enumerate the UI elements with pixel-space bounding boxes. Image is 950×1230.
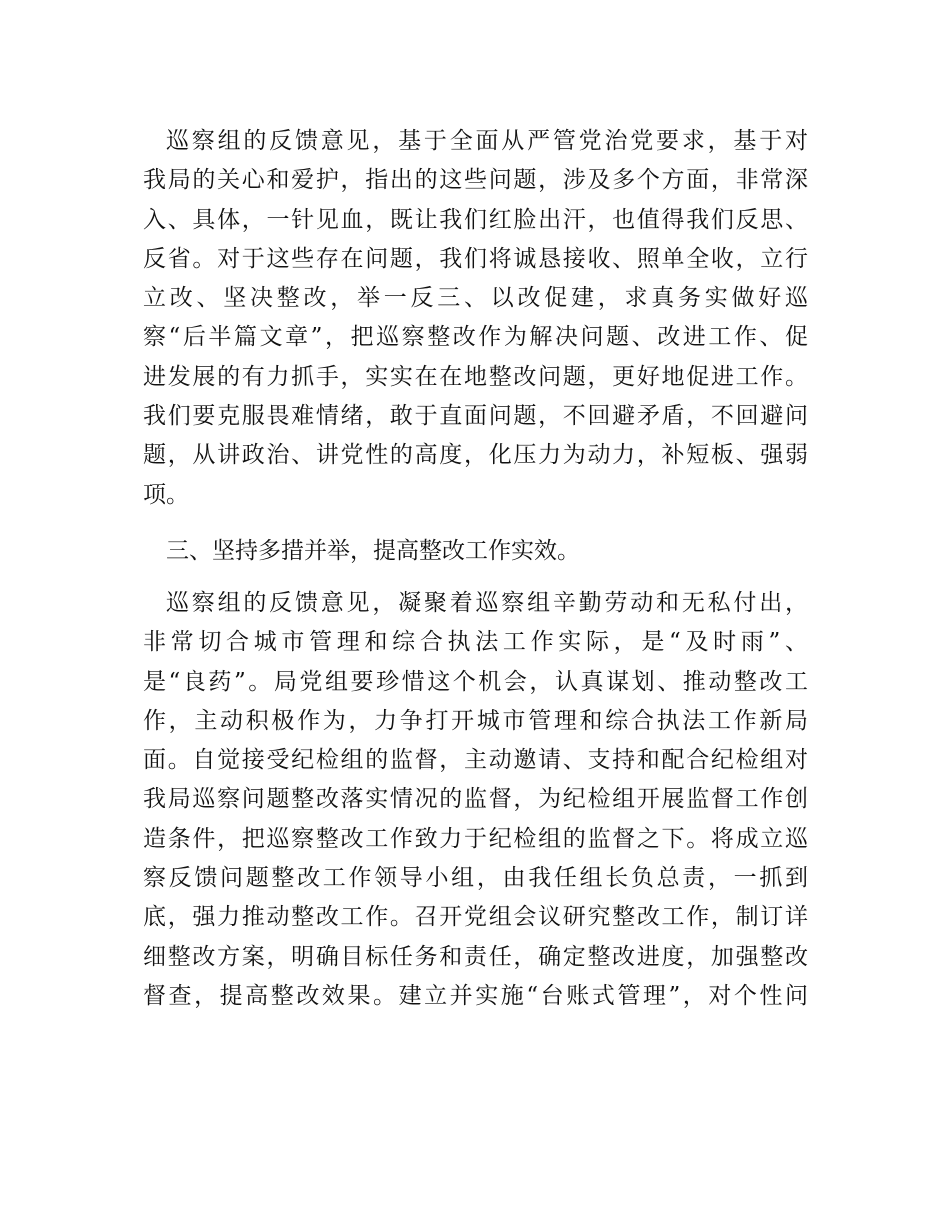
paragraph-line: 反省。对于这些存在问题，我们将诚恳接收、照单全收，立行: [143, 245, 808, 272]
paragraph-line: 造条件，把巡察整改工作致力于纪检组的监督之下。将成立巡: [143, 825, 808, 852]
paragraph-line: 立改、坚决整改，举一反三、以改促建，求真务实做好巡: [143, 285, 808, 312]
paragraph-line: 我局的关心和爱护，指出的这些问题，涉及多个方面，非常深: [143, 167, 808, 194]
paragraph-line: 我局巡察问题整改落实情况的监督，为纪检组开展监督工作创: [143, 786, 808, 813]
paragraph-line: 入、具体，一针见血，既让我们红脸出汗，也值得我们反思、: [143, 206, 808, 233]
paragraph-line: 察“后半篇文章”，把巡察整改作为解决问题、改进工作、促: [143, 324, 808, 351]
paragraph-line: 底，强力推动整改工作。召开党组会议研究整改工作，制订详: [143, 904, 808, 931]
paragraph-line: 巡察组的反馈意见，凝聚着巡察组辛勤劳动和无私付出，: [166, 590, 808, 616]
paragraph-line: 是“良药”。局党组要珍惜这个机会，认真谋划、推动整改工: [143, 668, 808, 695]
paragraph-multiple-measures: [143, 584, 808, 1016]
paragraph-line: 巡察组的反馈意见，基于全面从严管党治党要求，基于对: [166, 128, 808, 154]
paragraph-feedback-opinion: [143, 122, 808, 515]
paragraph-line: 进发展的有力抓手，实实在在地整改问题，更好地促进工作。: [143, 363, 808, 390]
paragraph-line: 作，主动积极作为，力争打开城市管理和综合执法工作新局: [143, 707, 808, 734]
paragraph-line: 项。: [143, 481, 189, 508]
paragraph-line: 察反馈问题整改工作领导小组，由我任组长负总责，一抓到: [143, 865, 808, 892]
paragraph-line: 面。自觉接受纪检组的监督，主动邀请、支持和配合纪检组对: [143, 747, 808, 774]
paragraph-line: 非常切合城市管理和综合执法工作实际，是“及时雨”、: [143, 629, 808, 656]
paragraph-line: 题，从讲政治、讲党性的高度，化压力为动力，补短板、强弱: [143, 442, 808, 469]
section-heading: 三、坚持多措并举，提高整改工作实效。: [166, 538, 580, 564]
paragraph-line: 细整改方案，明确目标任务和责任，确定整改进度，加强整改: [143, 943, 808, 970]
paragraph-line: 督查，提高整改效果。建立并实施“台账式管理”，对个性问: [143, 982, 808, 1009]
paragraph-line: 我们要克服畏难情绪，敢于直面问题，不回避矛盾，不回避问: [143, 403, 808, 430]
